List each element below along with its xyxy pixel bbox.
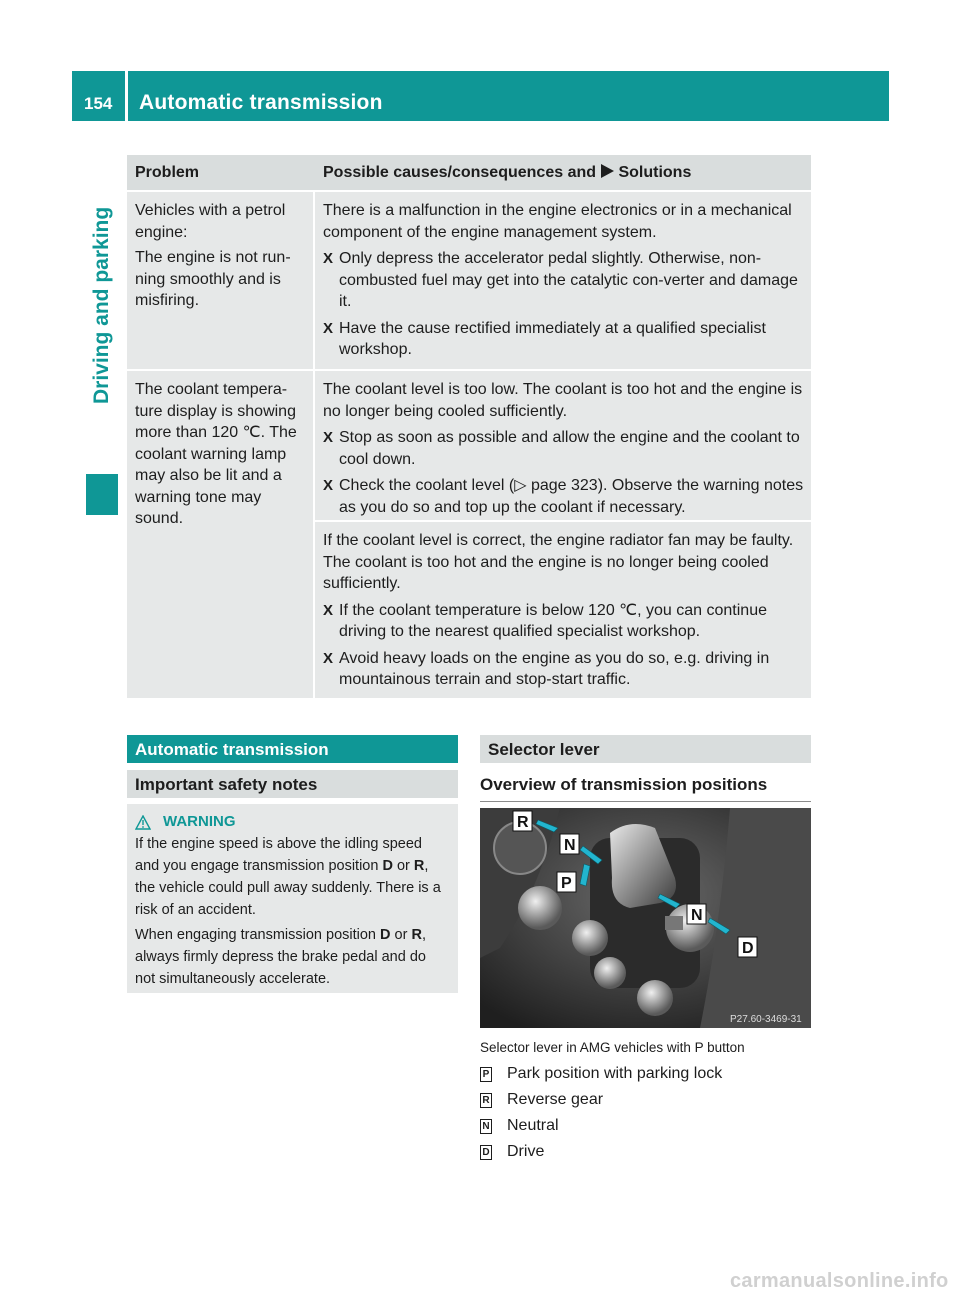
label-d: D — [742, 940, 754, 957]
step-marker-icon: X — [323, 601, 334, 619]
page-header — [72, 71, 889, 121]
subsection-heading-safety-notes: Important safety notes — [127, 770, 458, 798]
table-row — [127, 192, 811, 369]
section-heading-automatic-transmission: Automatic transmission — [127, 735, 458, 763]
photo-code: P27.60-3469-31 — [730, 1014, 802, 1025]
chapter-tab-marker — [86, 474, 118, 515]
solution-block: If the coolant level is correct, the engine radiator fan may be faulty. The coolant is too hot and the engine is no longer being cooled sufficiently. X If the coolant temperature is below 120 ℃, you can continue driving to the nearest qualified specialist workshop. X Avoid heavy loads on the engine as you do so, e.g. driving in mountainous terrain and stop-start traffic. — [315, 522, 811, 698]
warning-title: WARNING — [135, 811, 450, 833]
column-header-problem: Problem — [135, 164, 200, 181]
chapter-tab-label: Driving and parking — [90, 206, 113, 404]
solution-block: The coolant level is too low. The coolant is too hot and the engine is no longer being cooled sufficiently. X Stop as soon as possible and allow the engine and the coolant to cool down. X Check the coolant level (▷ page 323). Observe the warning notes as you do so and top up the coolant if necessary. — [315, 371, 811, 520]
header-divider — [125, 71, 128, 121]
warning-text: When engaging transmission position D or R, always firmly depress the brake pedal and do not simultaneously accelerate. — [135, 927, 426, 987]
label-n: N — [564, 837, 576, 854]
label-n2: N — [691, 907, 703, 924]
step-marker-icon: X — [323, 319, 334, 337]
selector-lever-photo — [480, 808, 811, 1028]
warning-box — [127, 804, 458, 993]
solution-block: There is a malfunction in the engine electronics or in a mechanical component of the engine management system. X Only depress the accelerator pedal slightly. Otherwise, non-combusted fuel may get into the catalytic con-verter and damage it. X Have the cause rectified immediately at a qualified specialist workshop. — [315, 192, 811, 369]
step-item: X Check the coolant level (▷ page 323). Observe the warning notes as you do so and top up the coolant if necessary. — [323, 477, 804, 516]
label-p: P — [561, 875, 572, 892]
label-r: R — [517, 814, 529, 831]
list-item: D Drive — [480, 1139, 811, 1165]
page-title: Automatic transmission — [139, 91, 383, 114]
list-item: N Neutral — [480, 1113, 811, 1139]
warning-triangle-icon — [135, 815, 151, 830]
section-heading-selector-lever: Selector lever — [480, 735, 811, 763]
step-marker-icon: X — [323, 429, 334, 446]
list-item: R Reverse gear — [480, 1087, 811, 1113]
step-item: X Only depress the accelerator pedal slightly. Otherwise, non-combusted fuel may get into the catalytic con-verter and damage it. — [323, 250, 798, 310]
warning-text: If the engine speed is above the idling speed and you engage transmission position D or R, the vehicle could pull away suddenly. There is a risk of an accident. — [135, 836, 441, 918]
step-item: X Stop as soon as possible and allow the engine and the coolant to cool down. — [323, 429, 800, 468]
table-row — [127, 371, 811, 698]
column-header-solutions: Possible causes/consequences and Solutions — [323, 164, 692, 181]
table-header — [127, 155, 811, 190]
overview-heading: Overview of transmission positions — [480, 775, 811, 802]
key-p-icon: P — [480, 1067, 492, 1082]
play-arrow-icon — [601, 164, 614, 178]
problem-cell: The coolant tempera-ture display is showing more than 120 ℃. The coolant warning lamp may also be lit and a warning tone may sound. — [127, 371, 313, 698]
list-item: P Park position with parking lock — [480, 1061, 811, 1087]
problem-cell: Vehicles with a petrol engine: The engine is not run-ning smoothly and is misfiring. — [127, 192, 313, 369]
footer-watermark: carmanualsonline.info — [730, 1270, 949, 1292]
problem-table — [127, 155, 811, 700]
legend-list — [480, 1061, 811, 1165]
key-r-icon: R — [480, 1093, 492, 1108]
step-marker-icon: X — [323, 649, 334, 667]
step-item: X Avoid heavy loads on the engine as you do so, e.g. driving in mountainous terrain and stop-start traffic. — [323, 649, 770, 688]
step-marker-icon: X — [323, 477, 334, 494]
step-item: X Have the cause rectified immediately at a qualified specialist workshop. — [323, 319, 766, 358]
key-n-icon: N — [480, 1119, 492, 1134]
key-d-icon: D — [480, 1145, 492, 1160]
step-marker-icon: X — [323, 250, 334, 267]
page-number: 154 — [84, 94, 113, 113]
step-item: X If the coolant temperature is below 120 ℃, you can continue driving to the nearest qualified specialist workshop. — [323, 601, 767, 640]
photo-caption: Selector lever in AMG vehicles with P button — [480, 1040, 745, 1055]
